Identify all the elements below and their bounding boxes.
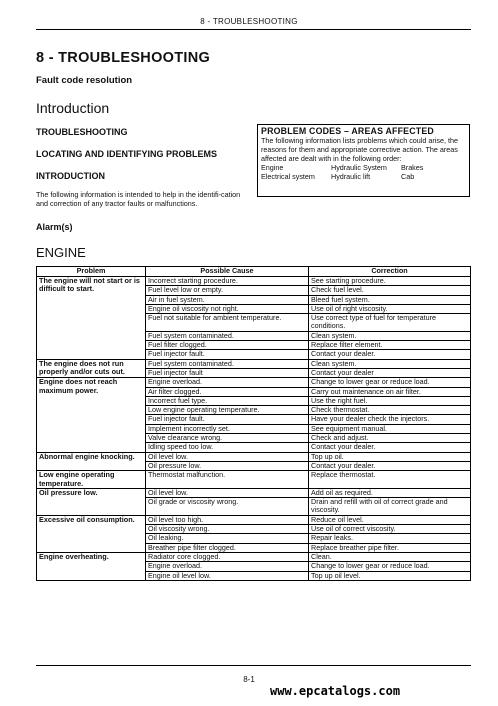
problem-cell: Engine does not reach maximum power. (37, 378, 146, 452)
problem-cell: Abnormal engine knocking. (37, 452, 146, 471)
chapter-title: 8 - TROUBLESHOOTING (36, 50, 211, 66)
cause-cell: Radiator core clogged. (146, 552, 309, 561)
cause-cell: Low engine operating temperature. (146, 406, 309, 415)
correction-cell: Clean system. (309, 331, 471, 340)
correction-cell: Contact your dealer. (309, 461, 471, 470)
troubleshooting-table (36, 266, 471, 581)
cause-cell: Engine overload. (146, 378, 309, 387)
area-item: Brakes (401, 163, 424, 173)
table-row (37, 359, 471, 368)
cause-cell: Fuel injector fault. (146, 350, 309, 359)
cause-cell: Incorrect fuel type. (146, 396, 309, 405)
cause-cell: Oil level low. (146, 488, 309, 497)
problem-cell: Excessive oil consumption. (37, 515, 146, 552)
introduction-heading: Introduction (36, 100, 110, 116)
problem-codes-text: The following information lists problems which could arise, the reasons for them and appropriate corrective action. The areas affected are dealt with in the following order: (261, 136, 458, 163)
cause-cell: Fuel injector fault (146, 368, 309, 377)
cause-cell: Fuel not suitable for ambient temperature. (146, 314, 309, 332)
column-header: Problem (37, 267, 146, 277)
table-row (37, 515, 471, 524)
intro-paragraph: The following information is intended to help in the identifi-cation and correction of any tractor faults or malfunctions. (36, 190, 241, 209)
cause-cell: Idling speed too low. (146, 443, 309, 452)
problem-codes-title: PROBLEM CODES – AREAS AFFECTED (261, 126, 434, 136)
correction-cell: Bleed fuel system. (309, 295, 471, 304)
cause-cell: Breather pipe filter clogged. (146, 543, 309, 552)
correction-cell: Replace thermostat. (309, 471, 471, 489)
correction-cell: Check fuel level. (309, 286, 471, 295)
correction-cell: Replace breather pipe filter. (309, 543, 471, 552)
cause-cell: Incorrect starting procedure. (146, 277, 309, 286)
cause-cell: Oil level too high. (146, 515, 309, 524)
table-row (37, 471, 471, 489)
area-item: Engine (261, 163, 284, 173)
cause-cell: Oil pressure low. (146, 461, 309, 470)
cause-cell: Fuel filter clogged. (146, 341, 309, 350)
footer-rule (36, 665, 471, 666)
cause-cell: Oil viscosity wrong. (146, 525, 309, 534)
correction-cell: Use the right fuel. (309, 396, 471, 405)
cause-cell: Air in fuel system. (146, 295, 309, 304)
correction-cell: Use correct type of fuel for temperature conditions. (309, 314, 471, 332)
cause-cell: Fuel level low or empty. (146, 286, 309, 295)
section-introduction: INTRODUCTION (36, 171, 105, 181)
correction-cell: Clean. (309, 552, 471, 561)
engine-heading: ENGINE (36, 245, 86, 260)
table-row (37, 452, 471, 461)
area-item: Hydraulic lift (331, 172, 371, 182)
area-item: Hydraulic System (331, 163, 387, 173)
watermark: www.epcatalogs.com (270, 684, 401, 698)
cause-cell: Fuel system contaminated. (146, 359, 309, 368)
correction-cell: See equipment manual. (309, 424, 471, 433)
cause-cell: Engine oil level low. (146, 571, 309, 580)
table-row (37, 378, 471, 387)
cause-cell: Fuel injector fault. (146, 415, 309, 424)
correction-cell: Check and adjust. (309, 434, 471, 443)
correction-cell: Replace filter element. (309, 341, 471, 350)
alarms-heading: Alarm(s) (36, 222, 73, 232)
table-body (37, 277, 471, 581)
cause-cell: Oil leaking. (146, 534, 309, 543)
area-item: Electrical system (261, 172, 315, 182)
cause-cell: Fuel system contaminated. (146, 331, 309, 340)
correction-cell: Clean system. (309, 359, 471, 368)
table-row (37, 277, 471, 286)
correction-cell: Change to lower gear or reduce load. (309, 378, 471, 387)
problem-cell: Engine overheating. (37, 552, 146, 580)
cause-cell: Valve clearance wrong. (146, 434, 309, 443)
correction-cell: Repair leaks. (309, 534, 471, 543)
cause-cell: Engine overload. (146, 562, 309, 571)
problem-cell: The engine does not run properly and/or cuts out. (37, 359, 146, 378)
problem-codes-box (257, 124, 470, 197)
correction-cell: Use oil of correct viscosity. (309, 525, 471, 534)
correction-cell: Top up oil level. (309, 571, 471, 580)
problem-cell: The engine will not start or is difficult to start. (37, 277, 146, 360)
correction-cell: Reduce oil level. (309, 515, 471, 524)
cause-cell: Thermostat malfunction. (146, 471, 309, 489)
section-locating: LOCATING AND IDENTIFYING PROBLEMS (36, 149, 217, 159)
area-item: Cab (401, 172, 415, 182)
column-header: Possible Cause (146, 267, 309, 277)
cause-cell: Oil grade or viscosity wrong. (146, 498, 309, 516)
cause-cell: Engine oil viscosity not right. (146, 304, 309, 313)
page-number: 8-1 (243, 675, 255, 684)
subtitle: Fault code resolution (36, 75, 133, 86)
correction-cell: Carry out maintenance on air filter. (309, 387, 471, 396)
correction-cell: Use oil of right viscosity. (309, 304, 471, 313)
problem-cell: Low engine operating temperature. (37, 471, 146, 489)
correction-cell: Contact your dealer. (309, 443, 471, 452)
areas-grid (261, 163, 466, 181)
correction-cell: Top up oil. (309, 452, 471, 461)
section-troubleshooting: TROUBLESHOOTING (36, 127, 128, 137)
table-header-row (37, 267, 471, 277)
correction-cell: See starting procedure. (309, 277, 471, 286)
header-rule (36, 29, 471, 30)
correction-cell: Have your dealer check the injectors. (309, 415, 471, 424)
correction-cell: Check thermostat. (309, 406, 471, 415)
cause-cell: Air filter clogged. (146, 387, 309, 396)
problem-cell: Oil pressure low. (37, 488, 146, 515)
correction-cell: Contact your dealer (309, 368, 471, 377)
cause-cell: Oil level low. (146, 452, 309, 461)
running-head: 8 - TROUBLESHOOTING (200, 17, 298, 26)
correction-cell: Drain and refill with oil of correct grade and viscosity. (309, 498, 471, 516)
column-header: Correction (309, 267, 471, 277)
correction-cell: Contact your dealer. (309, 350, 471, 359)
correction-cell: Add oil as required. (309, 488, 471, 497)
cause-cell: Implement incorrectly set. (146, 424, 309, 433)
correction-cell: Change to lower gear or reduce load. (309, 562, 471, 571)
